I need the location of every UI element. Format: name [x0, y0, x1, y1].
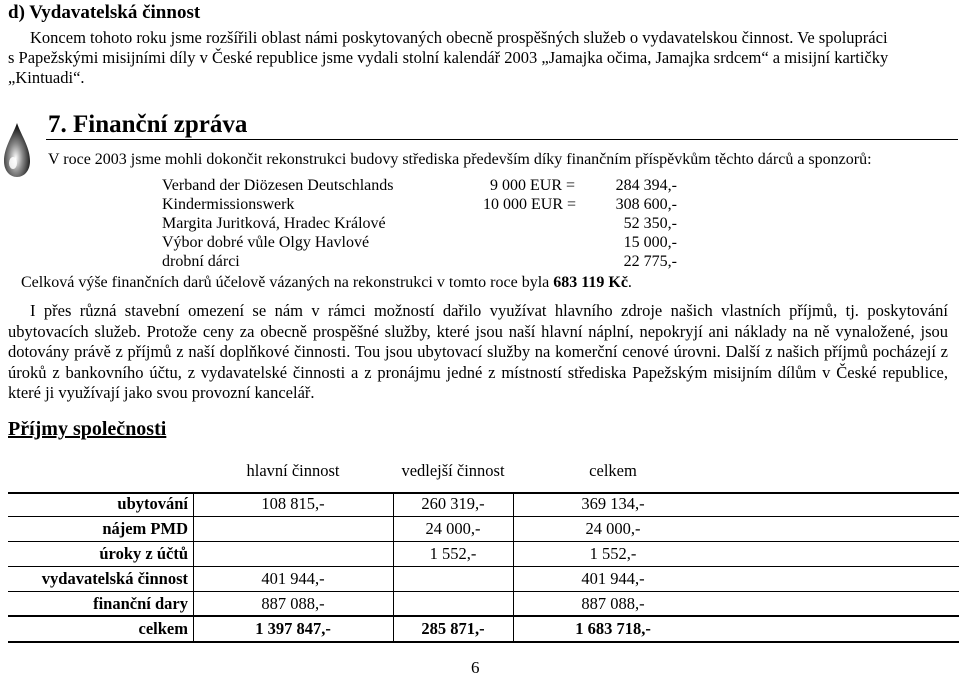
table-rule — [8, 541, 959, 542]
donor-amount: 22 775,- — [623, 253, 677, 270]
row-label: celkem — [138, 619, 188, 638]
donations-total-text: Celková výše finančních darů účelově vázaných na rekonstrukci v tomto roce byla — [21, 274, 550, 291]
cell-total: 24 000,- — [585, 518, 641, 538]
section-rule — [46, 139, 958, 140]
donor-eur: 9 000 EUR = — [490, 177, 576, 194]
cell-total: 401 944,- — [581, 568, 645, 588]
donor-amount: 308 600,- — [615, 196, 677, 213]
row-label: úroky z účtů — [99, 543, 188, 563]
cell-main: 108 815,- — [261, 494, 325, 513]
col-header: hlavní činnost — [246, 461, 340, 480]
cell-main: 1 397 847,- — [255, 619, 331, 638]
cell-side — [393, 566, 513, 591]
donor-name: Výbor dobré vůle Olgy Havlové — [162, 234, 370, 251]
income-table — [8, 450, 713, 642]
donor-eur: 10 000 EUR = — [483, 196, 577, 213]
row-label: ubytování — [117, 494, 188, 513]
donor-name: Verband der Diözesen Deutschlands — [162, 177, 394, 194]
cell-side: 285 871,- — [421, 619, 485, 638]
table-row — [8, 566, 713, 591]
table-rule — [513, 492, 514, 643]
cell-main: 887 088,- — [261, 593, 325, 613]
col-header: celkem — [589, 461, 637, 480]
row-label: nájem PMD — [102, 518, 188, 538]
section-d-heading: d) Vydavatelská činnost — [8, 2, 201, 23]
table-rule — [393, 492, 394, 643]
income-heading: Příjmy společnosti — [8, 418, 167, 440]
page-number: 6 — [471, 658, 480, 677]
cell-side — [393, 591, 513, 616]
cell-main — [193, 516, 393, 541]
cell-side: 1 552,- — [429, 543, 477, 563]
table-rule — [8, 566, 959, 567]
donor-name: Margita Juritková, Hradec Králové — [162, 215, 386, 232]
section-d-line-3: „Kintuadi“. — [8, 68, 85, 87]
donations-total-line — [21, 273, 632, 293]
table-corner — [8, 450, 193, 492]
table-rule — [8, 591, 959, 592]
cell-side: 24 000,- — [425, 518, 481, 538]
cell-total: 887 088,- — [581, 593, 645, 613]
cell-main — [193, 541, 393, 566]
table-rule — [8, 516, 959, 517]
cell-total: 1 683 718,- — [575, 619, 651, 638]
donations-total-end: . — [627, 274, 632, 291]
col-header: vedlejší činnost — [401, 461, 505, 480]
row-label: finanční dary — [93, 593, 188, 613]
donor-amount: 284 394,- — [615, 177, 677, 194]
section-d-line-1: Koncem tohoto roku jsme rozšířili oblast námi poskytovaných obecně prospěšných služeb o vydavatelskou činnost. Ve spolupráci — [30, 28, 888, 47]
table-rule — [8, 641, 959, 643]
row-label: vydavatelská činnost — [41, 568, 188, 588]
section-7-title: 7. Finanční zpráva — [48, 111, 248, 138]
table-row — [8, 516, 713, 541]
cell-total: 369 134,- — [581, 494, 645, 513]
cell-side: 260 319,- — [421, 494, 485, 513]
table-rule — [8, 492, 959, 494]
donor-amount: 15 000,- — [623, 234, 677, 251]
drop-icon — [2, 121, 32, 179]
table-row-total — [8, 616, 713, 642]
income-paragraph: I přes různá stavební omezení se nám v rámci možností dařilo využívat hlavního zdroje našich vlastních příjmů, tj. poskytování ubytovacích služeb. Protože ceny za obecně prospěšné služby, které jsou naší hlavní náplní, nepokryjí ani náklady na ně vynaložené, jsou dotovány právě z příjmů z naší doplňkové činnosti. Tou jsou ubytovací služby na komerční cenové úrovni. Další z našich příjmů pocházejí z úroků z bankovního účtu, z vydavatelské činnosti a z pronájmu jedné z místností střediska Papežským misijním dílům v České republice, které ji využívají jako svou provozní kancelář. — [8, 301, 948, 403]
donor-name: Kindermissionswerk — [162, 196, 295, 213]
donor-name: drobní dárci — [162, 253, 240, 270]
table-rule — [8, 615, 959, 617]
cell-main: 401 944,- — [261, 568, 325, 588]
donor-amount: 52 350,- — [623, 215, 677, 232]
donations-total-value: 683 119 Kč — [553, 274, 628, 291]
table-rule — [193, 492, 194, 643]
cell-total: 1 552,- — [589, 543, 637, 563]
table-row — [8, 492, 713, 516]
table-row — [8, 591, 713, 616]
finance-intro: V roce 2003 jsme mohli dokončit rekonstrukci budovy střediska především díky finančním příspěvkům těchto dárců a sponzorů: — [48, 151, 872, 168]
table-row — [8, 541, 713, 566]
section-d-line-2: s Papežskými misijními díly v České republice jsme vydali stolní kalendář 2003 „Jamajka očima, Jamajka srdcem“ a misijní kartičky — [8, 48, 889, 67]
